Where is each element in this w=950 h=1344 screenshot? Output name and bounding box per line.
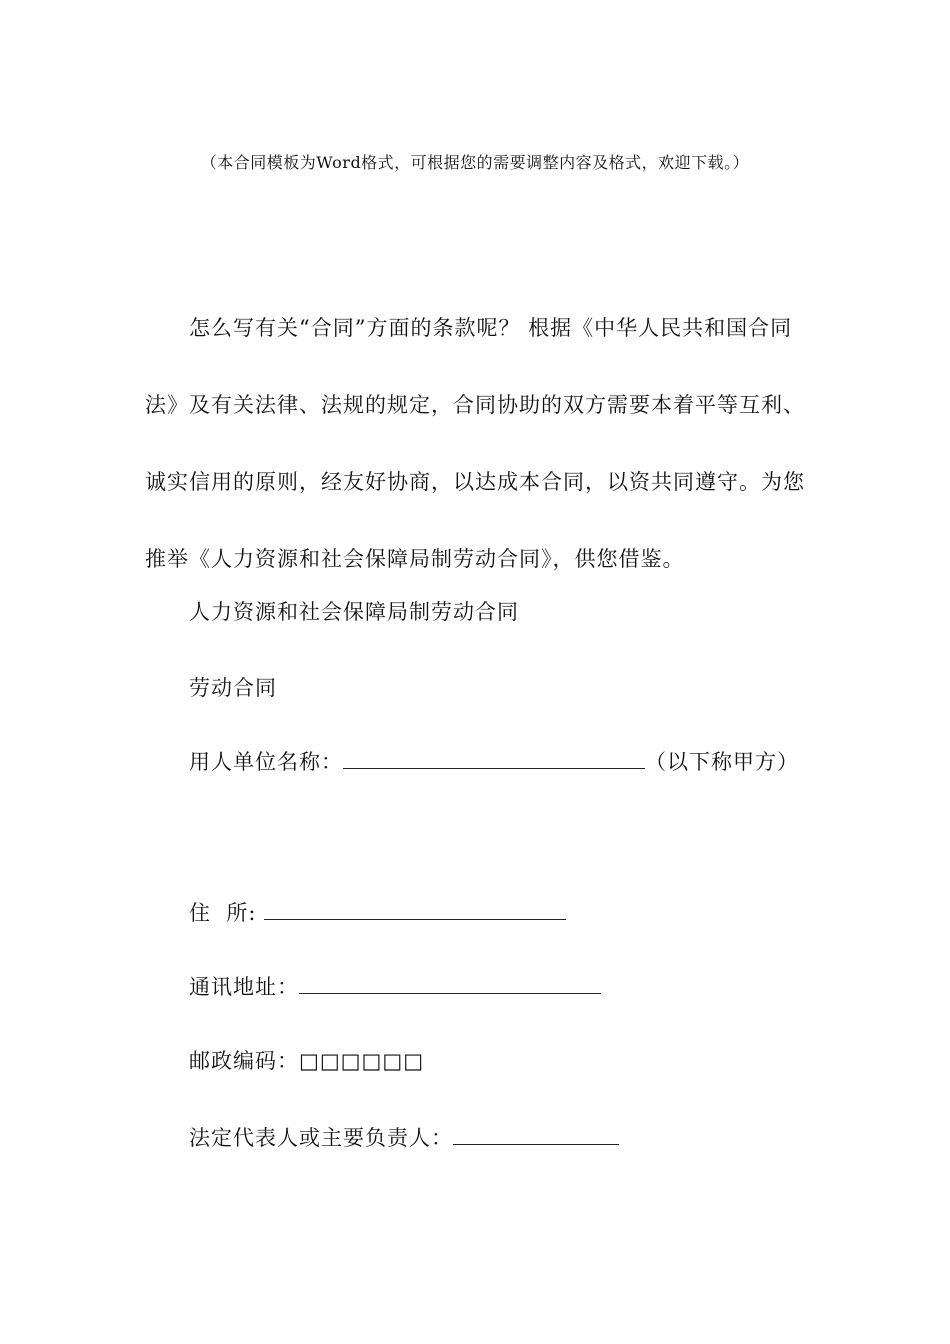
postcode-label: 邮政编码： — [189, 1049, 299, 1073]
intro-paragraph: 怎么写有关“合同”方面的条款呢？ 根据《中华人民共和国合同法》及有关法律、法规的规定，合同协助的双方需要本着平等互利、诚实信用的原则，经友好协商，以达成本合同，以资共同遵守。为您推举《人力资源和社会保障局制劳动合同》，供您借鉴。 — [145, 316, 805, 571]
employer-name-blank[interactable] — [343, 750, 645, 769]
address-label: 住 所: — [189, 901, 265, 925]
mailing-address-blank[interactable] — [299, 975, 601, 994]
address-row — [189, 897, 566, 927]
legal-representative-label: 法定代表人或主要负责人： — [189, 1126, 453, 1150]
legal-representative-blank[interactable] — [453, 1126, 619, 1145]
employer-suffix: （以下称甲方） — [645, 750, 799, 774]
employer-name-label: 用人单位名称： — [189, 750, 343, 774]
contract-subtitle: 劳动合同 — [189, 676, 277, 700]
legal-representative-row — [189, 1122, 619, 1152]
contract-title-line: 人力资源和社会保障局制劳动合同 — [189, 600, 519, 624]
postcode-boxes[interactable]: □□□□□□ — [299, 1049, 425, 1073]
address-blank[interactable] — [264, 901, 566, 920]
employer-name-row — [189, 746, 799, 776]
mailing-address-label: 通讯地址： — [189, 975, 299, 999]
postcode-row — [189, 1045, 424, 1075]
mailing-address-row — [189, 971, 601, 1001]
template-note: （本合同模板为Word格式，可根据您的需要调整内容及格式，欢迎下载。） — [200, 153, 750, 172]
